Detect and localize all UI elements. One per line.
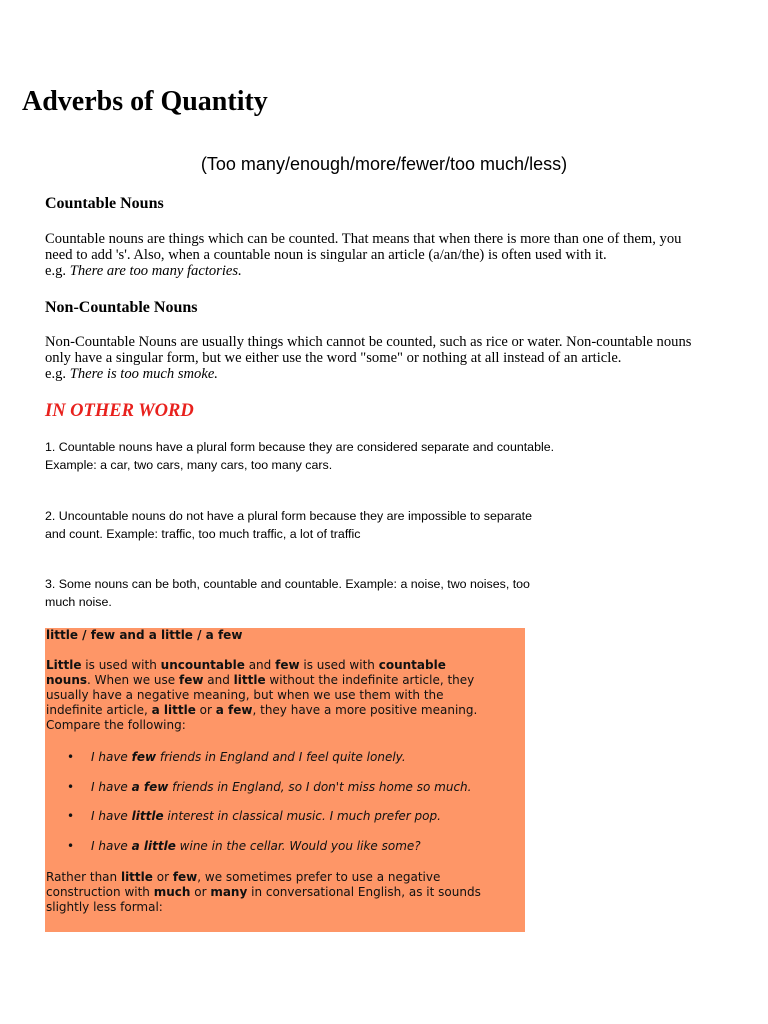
example-prefix: e.g. — [45, 366, 70, 382]
note-line: Example: a car, two cars, many cars, too many cars. — [45, 457, 333, 472]
bullet-dot: • — [67, 780, 75, 794]
countable-nouns-paragraph — [45, 231, 745, 279]
bold-term: few — [275, 658, 300, 672]
bold-term: uncountable — [160, 658, 245, 672]
outro-text: or — [190, 885, 211, 899]
bullet-dot: • — [67, 809, 75, 823]
box-outro-paragraph — [46, 870, 516, 915]
bullet-bold: a little — [131, 839, 176, 853]
little-few-box — [45, 628, 525, 932]
bold-term: a few — [215, 703, 253, 717]
in-other-word-heading: IN OTHER WORD — [45, 401, 194, 421]
non-countable-line: Non-Countable Nouns are usually things which cannot be counted, such as rice or water. Non-countable nouns — [45, 334, 692, 350]
intro-text: indefinite article, — [46, 703, 152, 717]
note-line: 1. Countable nouns have a plural form because they are considered separate and countable. — [45, 440, 555, 454]
non-countable-example — [45, 366, 745, 382]
example-text: There are too many factories. — [69, 263, 242, 279]
page-title: Adverbs of Quantity — [22, 86, 268, 117]
bullet-pre: I have — [91, 839, 132, 853]
bullet-post: interest in classical music. I much prefer pop. — [163, 809, 441, 823]
outro-text: Rather than — [46, 870, 121, 884]
page-subtitle: (Too many/enough/more/fewer/too much/less) — [200, 154, 568, 174]
note-3 — [45, 576, 605, 611]
bold-term: a little — [151, 703, 196, 717]
outro-text: , we sometimes prefer to use a negative — [197, 870, 441, 884]
non-countable-line: only have a singular form, but we either use the word "some" or nothing at all instead of an article. — [45, 350, 622, 366]
note-line: 2. Uncountable nouns do not have a plural form because they are impossible to separate — [45, 509, 532, 523]
bullet-post: friends in England and I feel quite lonely. — [156, 750, 406, 764]
bullet-bold: a few — [131, 780, 169, 794]
bold-term: nouns — [46, 673, 88, 687]
non-countable-nouns-paragraph — [45, 334, 745, 382]
outro-text: construction with — [46, 885, 154, 899]
bullet-post: wine in the cellar. Would you like some? — [175, 839, 421, 853]
bold-term: little — [120, 870, 153, 884]
note-line: much noise. — [45, 594, 112, 609]
outro-line — [46, 885, 516, 900]
intro-text: without the indefinite article, they — [265, 673, 475, 687]
intro-text: and — [203, 673, 234, 687]
note-1 — [45, 439, 605, 474]
bold-term: countable — [378, 658, 446, 672]
intro-text: and — [244, 658, 276, 672]
countable-line: need to add 's'. Also, when a countable noun is singular an article (a/an/the) is often used with it. — [45, 247, 607, 263]
outro-line — [46, 870, 516, 885]
intro-line — [46, 703, 516, 718]
intro-text: is used with — [81, 658, 161, 672]
bullet-text — [91, 839, 421, 854]
bold-term: little — [233, 673, 266, 687]
bold-term: few — [172, 870, 198, 884]
bold-term: much — [153, 885, 191, 899]
note-2 — [45, 508, 605, 543]
outro-text: in conversational English, as it sounds — [247, 885, 481, 899]
bullet-text — [91, 750, 406, 765]
example-text: There is too much smoke. — [69, 366, 218, 382]
intro-line — [46, 673, 516, 688]
box-heading: little / few and a little / a few — [46, 628, 243, 642]
non-countable-nouns-heading: Non-Countable Nouns — [45, 299, 198, 316]
box-intro-paragraph — [46, 658, 516, 733]
bullet-text — [91, 809, 441, 824]
intro-text: is used with — [299, 658, 379, 672]
intro-text: or — [195, 703, 216, 717]
bullet-post: friends in England, so I don't miss home so much. — [168, 780, 472, 794]
intro-line: Compare the following: — [46, 718, 186, 732]
bold-term: Little — [46, 658, 82, 672]
bold-term: few — [178, 673, 204, 687]
outro-text: or — [152, 870, 173, 884]
intro-line: usually have a negative meaning, but when we use them with the — [46, 688, 444, 702]
countable-line: Countable nouns are things which can be counted. That means that when there is more than one of them, you — [45, 231, 682, 247]
bullet-dot: • — [67, 750, 75, 764]
outro-line: slightly less formal: — [46, 900, 163, 914]
intro-text: . When we use — [87, 673, 179, 687]
bullet-bold: few — [131, 750, 157, 764]
bold-term: many — [210, 885, 248, 899]
bullet-dot: • — [67, 839, 75, 853]
bullet-text — [91, 780, 471, 795]
intro-text: , they have a more positive meaning. — [252, 703, 478, 717]
bullet-pre: I have — [91, 750, 132, 764]
bullet-pre: I have — [91, 780, 132, 794]
note-line: 3. Some nouns can be both, countable and countable. Example: a noise, two noises, too — [45, 577, 530, 591]
bullet-pre: I have — [91, 809, 132, 823]
intro-line — [46, 658, 516, 673]
countable-nouns-heading: Countable Nouns — [45, 195, 164, 212]
note-line: and count. Example: traffic, too much traffic, a lot of traffic — [45, 526, 361, 541]
example-prefix: e.g. — [45, 263, 70, 279]
countable-example — [45, 263, 745, 279]
bullet-bold: little — [131, 809, 164, 823]
